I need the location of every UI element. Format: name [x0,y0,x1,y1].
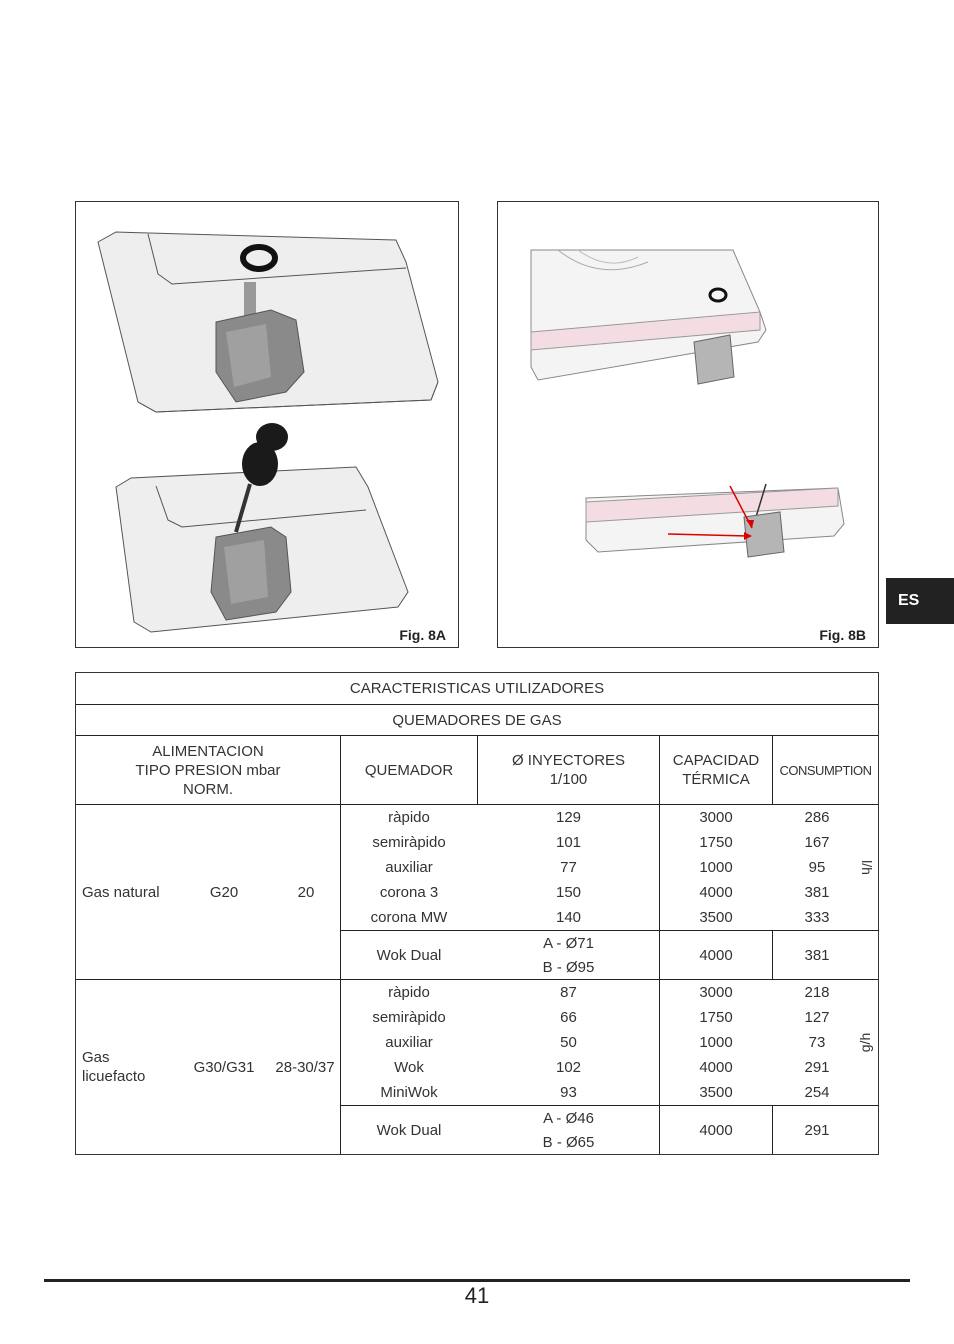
header-injectors [478,736,659,804]
table-cell-injector: 129 [555,809,582,826]
page-number: 41 [464,1283,490,1308]
header-supply-line3: NORM. [183,780,233,798]
table-title: CARACTERISTICAS UTILIZADORES [349,680,605,697]
table-cell-injector: 50 [560,1034,577,1051]
lpg-unit-label: g/h [857,1032,874,1053]
header-supply-line1: ALIMENTACION [152,742,264,760]
header-capacity [660,736,772,804]
table-cell-injector: 101 [555,834,582,851]
natural-gas-name: Gas natural [82,883,160,901]
lpg-name-line1: Gas [82,1049,110,1066]
natural-gas-wok-injector-a: A - Ø71 [543,934,594,952]
lpg-wok-consumption: 291 [804,1121,830,1139]
table-cell-burner: Wok [394,1059,424,1076]
table-cell-burner: auxiliar [385,1034,433,1051]
natural-gas-unit [854,805,878,930]
table-cell-capacity: 1000 [699,859,733,876]
table-cell-consumption: 291 [804,1059,830,1076]
footer-rule [44,1279,910,1282]
lpg-unit [854,980,878,1105]
table-cell-burner: ràpido [388,984,430,1001]
table-cell-consumption: 333 [804,909,830,926]
table-cell-consumption: 127 [804,1009,830,1026]
table-cell-burner: ràpido [388,809,430,826]
table-cell-capacity: 3000 [699,809,733,826]
table-cell-consumption: 218 [804,984,830,1001]
table-cell-capacity: 3000 [699,984,733,1001]
table-cell-burner: corona MW [370,909,448,926]
table-subtitle: QUEMADORES DE GAS [392,711,562,729]
lpg-wok-injector-a: A - Ø46 [543,1109,594,1127]
table-cell-capacity: 1750 [699,834,733,851]
header-supply-line2: TIPO PRESION mbar [135,761,281,779]
table-cell-consumption: 95 [808,859,826,876]
figure-8a-illustration [76,202,458,647]
table-cell-capacity: 4000 [699,1059,733,1076]
header-capacity-line2: TÉRMICA [682,771,750,788]
natural-gas-type: G20 [209,883,239,901]
figure-8b-illustration [498,202,878,647]
figure-8b [497,201,879,648]
table-cell-burner: semiràpido [372,1009,446,1026]
figure-8a [75,201,459,648]
header-supply [76,736,340,804]
header-capacity-line1: CAPACIDAD [672,752,760,769]
language-tab: ES [886,578,954,624]
table-cell-injector: 140 [555,909,582,926]
lpg-name [82,980,182,1154]
table-cell-burner: MiniWok [380,1084,438,1101]
natural-gas-wok-capacity: 4000 [699,946,733,964]
burner-characteristics-table [75,672,879,1155]
table-cell-capacity: 1750 [699,1009,733,1026]
figure-8b-caption: Fig. 8B [819,627,866,643]
table-cell-injector: 150 [555,884,582,901]
table-cell-injector: 87 [560,984,577,1001]
table-cell-capacity: 3500 [699,1084,733,1101]
table-cell-consumption: 381 [804,884,830,901]
lpg-wok-burner: Wok Dual [376,1121,442,1139]
header-injectors-line2: 1/100 [549,771,588,788]
header-burner: QUEMADOR [364,761,454,779]
table-cell-consumption: 254 [804,1084,830,1101]
table-cell-burner: corona 3 [379,884,439,901]
table-cell-capacity: 3500 [699,909,733,926]
lpg-wok-injector-b: B - Ø65 [542,1133,595,1151]
natural-gas-unit-label: l/h [858,860,875,875]
natural-gas-wok-consumption: 381 [804,946,830,964]
natural-gas-wok-burner: Wok Dual [376,946,442,964]
lpg-pressure: 28-30/37 [275,1058,335,1076]
table-cell-consumption: 286 [804,809,830,826]
natural-gas-wok-injector-b: B - Ø95 [542,958,595,976]
table-cell-burner: auxiliar [385,859,433,876]
table-cell-injector: 66 [560,1009,577,1026]
table-cell-injector: 93 [560,1084,577,1101]
table-cell-capacity: 1000 [699,1034,733,1051]
table-cell-injector: 77 [560,859,577,876]
lpg-wok-capacity: 4000 [699,1121,733,1139]
table-cell-consumption: 167 [804,834,830,851]
table-cell-injector: 102 [555,1059,582,1076]
lpg-name-line2: licuefacto [82,1068,146,1085]
table-cell-capacity: 4000 [699,884,733,901]
table-cell-burner: semiràpido [372,834,446,851]
natural-gas-pressure: 20 [297,883,315,901]
lpg-type: G30/G31 [193,1058,255,1076]
header-injectors-line1: Ø INYECTORES [511,752,626,769]
header-consumption: CONSUMPTION [779,762,872,778]
figure-8a-caption: Fig. 8A [399,627,446,643]
table-cell-consumption: 73 [808,1034,826,1051]
